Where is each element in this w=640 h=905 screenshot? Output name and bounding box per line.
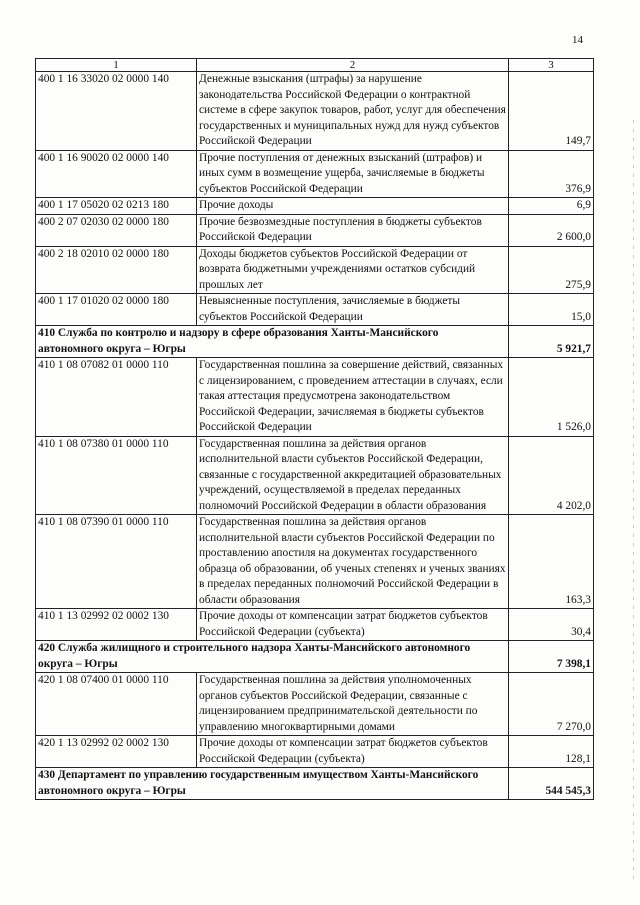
revenue-code: 400 2 18 02010 02 0000 180 (36, 246, 197, 294)
section-total: 544 545,3 (509, 768, 594, 800)
section-title: 420 Служба жилищного и строительного надзора Ханты-Мансийского автономного округа – Югры (36, 641, 509, 673)
revenue-amount: 128,1 (509, 736, 594, 768)
revenue-amount: 275,9 (509, 246, 594, 294)
column-header-2: 2 (197, 59, 509, 72)
revenue-description: Государственная пошлина за действия органов исполнительной власти субъектов Российской Федерации по проставлению апостиля на документах государственного образца об образовании, об ученых степенях и ученых званиях в пределах переданных полномочий Российской Федерации в области образования (197, 515, 509, 609)
revenue-code: 400 2 07 02030 02 0000 180 (36, 214, 197, 246)
revenue-description: Государственная пошлина за совершение действий, связанных с лицензированием, с проведением аттестации в случаях, если такая аттестация предусмотрена законодательством Российской Федерации, зачисляемая в бюджеты субъектов Российской Федерации (197, 358, 509, 437)
table-row (36, 609, 594, 641)
table-row (36, 436, 594, 515)
revenue-amount: 15,0 (509, 294, 594, 326)
table-row (36, 673, 594, 736)
revenue-description: Государственная пошлина за действия уполномоченных органов субъектов Российской Федерации, связанные с лицензированием предпринимательской деятельности по управлению многоквартирными домами (197, 673, 509, 736)
page-number: 14 (572, 34, 583, 46)
revenue-description: Прочие доходы от компенсации затрат бюджетов субъектов Российской Федерации (субъекта) (197, 736, 509, 768)
table-row (36, 515, 594, 609)
revenue-table (35, 58, 594, 800)
revenue-amount: 6,9 (509, 198, 594, 215)
column-header-1: 1 (36, 59, 197, 72)
revenue-code: 420 1 08 07400 01 0000 110 (36, 673, 197, 736)
revenue-description: Прочие доходы (197, 198, 509, 215)
column-header-3: 3 (509, 59, 594, 72)
revenue-code: 400 1 16 90020 02 0000 140 (36, 150, 197, 198)
revenue-code: 410 1 08 07390 01 0000 110 (36, 515, 197, 609)
revenue-amount: 163,3 (509, 515, 594, 609)
revenue-amount: 376,9 (509, 150, 594, 198)
section-title: 410 Служба по контролю и надзору в сфере образования Ханты-Мансийского автономного округа – Югры (36, 326, 509, 358)
revenue-code: 410 1 13 02992 02 0002 130 (36, 609, 197, 641)
scan-edge-artifact (633, 120, 634, 880)
revenue-code: 400 1 16 33020 02 0000 140 (36, 72, 197, 151)
revenue-amount: 4 202,0 (509, 436, 594, 515)
revenue-description: Государственная пошлина за действия органов исполнительной власти субъектов Российской Федерации, связанные с государственной аккредитацией образовательных учреждений, осуществляемой в пределах переданных полномочий Российской Федерации в области образования (197, 436, 509, 515)
section-total: 5 921,7 (509, 326, 594, 358)
table-row (36, 246, 594, 294)
section-row (36, 326, 594, 358)
revenue-code: 400 1 17 05020 02 0213 180 (36, 198, 197, 215)
table-row (36, 198, 594, 215)
table-header-row (36, 59, 594, 72)
revenue-description: Денежные взыскания (штрафы) за нарушение законодательства Российской Федерации о контрактной системе в сфере закупок товаров, работ, услуг для обеспечения государственных и муниципальных нужд для нужд субъектов Российской Федерации (197, 72, 509, 151)
table-row (36, 214, 594, 246)
revenue-description: Невыясненные поступления, зачисляемые в бюджеты субъектов Российской Федерации (197, 294, 509, 326)
section-row (36, 641, 594, 673)
table-row (36, 294, 594, 326)
revenue-code: 410 1 08 07380 01 0000 110 (36, 436, 197, 515)
revenue-amount: 2 600,0 (509, 214, 594, 246)
revenue-description: Прочие поступления от денежных взысканий (штрафов) и иных сумм в возмещение ущерба, зачисляемые в бюджеты субъектов Российской Федерации (197, 150, 509, 198)
revenue-amount: 30,4 (509, 609, 594, 641)
section-title: 430 Департамент по управлению государственным имуществом Ханты-Мансийского автономного округа – Югры (36, 768, 509, 800)
section-row (36, 768, 594, 800)
revenue-description: Доходы бюджетов субъектов Российской Федерации от возврата бюджетными учреждениями остатков субсидий прошлых лет (197, 246, 509, 294)
revenue-code: 410 1 08 07082 01 0000 110 (36, 358, 197, 437)
revenue-code: 420 1 13 02992 02 0002 130 (36, 736, 197, 768)
table-row (36, 72, 594, 151)
section-total: 7 398,1 (509, 641, 594, 673)
revenue-amount: 7 270,0 (509, 673, 594, 736)
revenue-amount: 1 526,0 (509, 358, 594, 437)
revenue-amount: 149,7 (509, 72, 594, 151)
revenue-code: 400 1 17 01020 02 0000 180 (36, 294, 197, 326)
revenue-description: Прочие безвозмездные поступления в бюджеты субъектов Российской Федерации (197, 214, 509, 246)
table-row (36, 358, 594, 437)
revenue-description: Прочие доходы от компенсации затрат бюджетов субъектов Российской Федерации (субъекта) (197, 609, 509, 641)
table-row (36, 150, 594, 198)
table-row (36, 736, 594, 768)
table-body (36, 72, 594, 800)
